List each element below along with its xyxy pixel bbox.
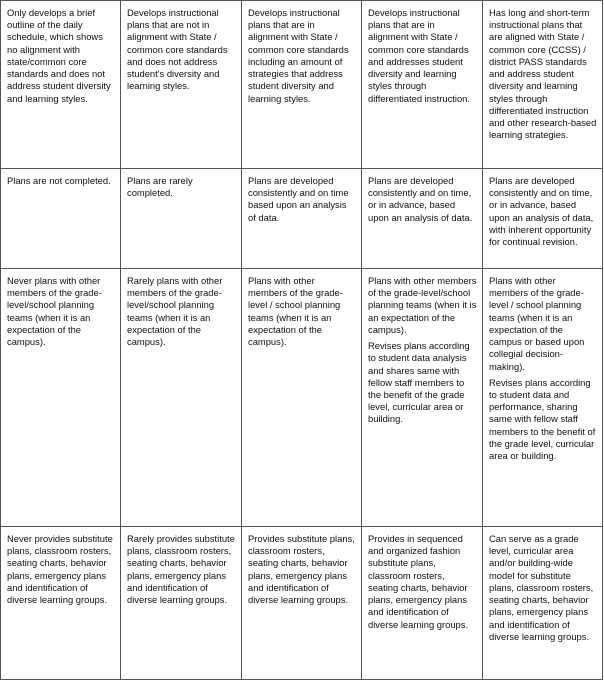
table-cell <box>1 1 121 169</box>
table-cell <box>242 527 362 680</box>
cell-text: Plans are not completed. <box>7 175 111 186</box>
table-cell <box>483 269 603 527</box>
table-cell <box>1 527 121 680</box>
cell-text: Only develops a brief outline of the daily schedule, which shows no alignment with state/common core standards and does not address student diversity and learning styles. <box>7 7 111 104</box>
table-row <box>1 1 603 169</box>
cell-text: Never provides substitute plans, classroom rosters, seating charts, behavior plans, emergency plans and identification of diverse learning groups. <box>7 533 113 606</box>
cell-text: Never plans with other members of the grade-level/school planning teams (when it is an expectation of the campus). <box>7 275 102 348</box>
cell-text: Develops instructional plans that are not in alignment with State / common core standards and does not address student's diversity and learning styles. <box>127 7 228 92</box>
cell-text: Develops instructional plans that are in alignment with State / common core standards and addresses student diversity and learning styles through differentiated instruction. <box>368 7 470 104</box>
cell-text: Plans with other members of the grade-level / school planning teams (when it is an expectation of the campus or based upon collegial decision-making). <box>489 275 585 372</box>
cell-text: Rarely plans with other members of the grade-level/school planning teams (when it is an expectation of the campus). <box>127 275 223 348</box>
cell-text: Revises plans according to student data and performance, sharing same with fellow staff members to the benefit of the grade level, curricular area or building. <box>489 376 596 462</box>
table-cell <box>121 269 242 527</box>
cell-text: Plans with other members of the grade-level / school planning teams (when it is an expectation of the campus). <box>248 275 343 348</box>
table-cell <box>242 269 362 527</box>
cell-text: Plans are rarely completed. <box>127 175 193 199</box>
cell-text: Develops instructional plans that are in alignment with State / common core standards including an amount of strategies that address student diversity and learning styles. <box>248 7 349 104</box>
table-cell <box>121 169 242 269</box>
table-cell <box>362 269 483 527</box>
table-cell <box>1 169 121 269</box>
cell-text: Has long and short-term instructional plans that are aligned with State / common core (CCSS) / district PASS standards and address student diversity and learning styles through differentiated instruction and other research-based learning strategies. <box>489 7 597 141</box>
table-cell <box>483 527 603 680</box>
table-cell <box>483 169 603 269</box>
table-row <box>1 527 603 680</box>
cell-text: Plans are developed consistently and on time based upon an analysis of data. <box>248 175 349 223</box>
table-row <box>1 269 603 527</box>
table-cell <box>242 169 362 269</box>
cell-text: Plans are developed consistently and on time, or in advance, based upon an analysis of data. <box>368 175 473 223</box>
table-cell <box>362 527 483 680</box>
table-cell <box>121 527 242 680</box>
table-row <box>1 169 603 269</box>
table-cell <box>242 1 362 169</box>
cell-text: Revises plans according to student data analysis and shares same with fellow staff members to the benefit of the grade level, curricular area or building. <box>368 340 470 425</box>
cell-text: Can serve as a grade level, curricular area and/or building-wide model for substitute plans, classroom rosters, seating charts, behavior plans, emergency plans and identification of diverse learning groups. <box>489 533 594 642</box>
cell-text: Provides in sequenced and organized fashion substitute plans, classroom rosters, seating charts, behavior plans, emergency plans and identification of diverse learning groups. <box>368 533 469 630</box>
table-cell <box>483 1 603 169</box>
table-cell <box>121 1 242 169</box>
cell-text: Provides substitute plans, classroom rosters, seating charts, behavior plans, emergency plans and identification of diverse learning groups. <box>248 533 355 606</box>
cell-text: Plans with other members of the grade-level/school planning teams (when it is an expectation of the campus). <box>368 275 477 335</box>
cell-text: Plans are developed consistently and on time, or in advance, based upon an analysis of data, with inherent opportunity for continual revision. <box>489 175 594 248</box>
cell-text: Rarely provides substitute plans, classroom rosters, seating charts, behavior plans, emergency plans and identification of diverse learning groups. <box>127 533 235 606</box>
table-cell <box>1 269 121 527</box>
table-cell <box>362 1 483 169</box>
table-cell <box>362 169 483 269</box>
